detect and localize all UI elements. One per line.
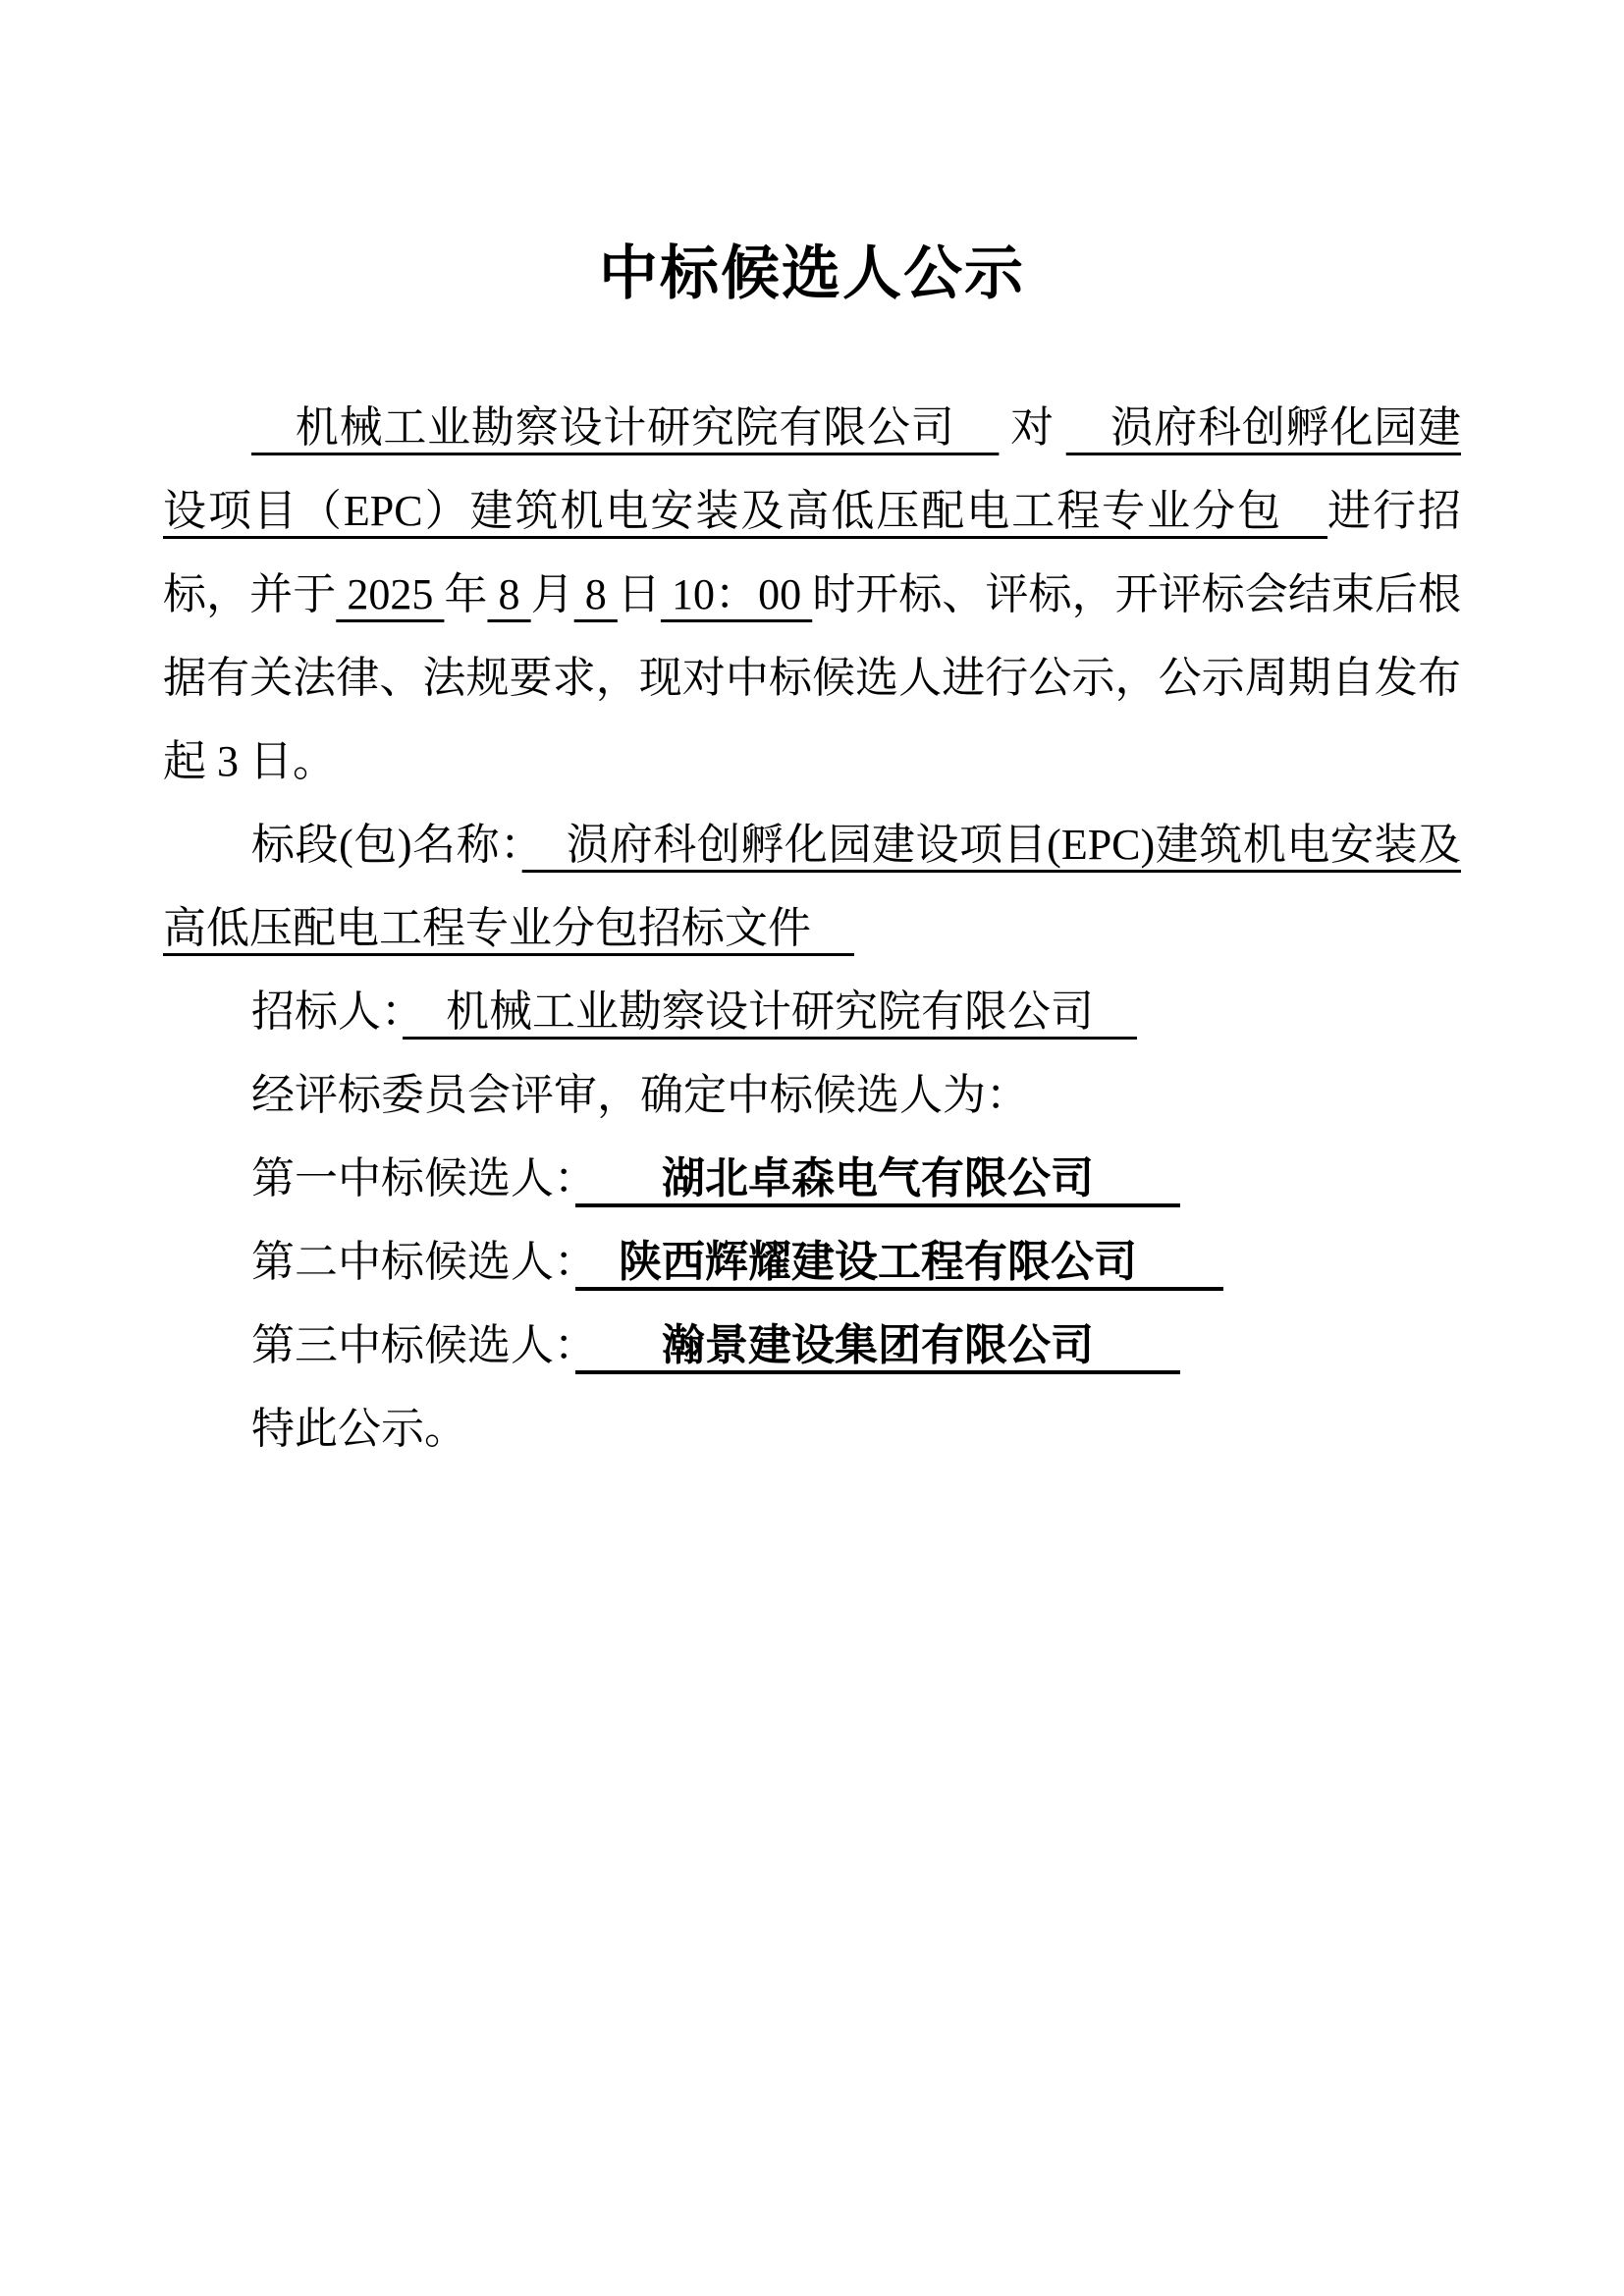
page-title: 中标候选人公示 [599,241,1025,306]
section-name-label: 标段(包)名称： [251,821,522,869]
candidate-1-label: 第一中标候选人： [251,1154,575,1202]
tenderer-value-underlined: 机械工业勘察设计研究院有限公司 [403,988,1137,1036]
bid-day-underlined: 8 [573,570,618,618]
closing-text: 特此公示。 [251,1405,467,1453]
tenderer-label: 招标人： [251,988,403,1036]
tenderer-paragraph [163,970,1461,1053]
project-name-underlined: 涢府科创孵化园建设项目（EPC）建筑机电安装及高低压配电工程专业分包 [163,403,1462,535]
bid-year-underlined: 2025 [336,570,445,618]
bid-month-underlined: 8 [487,570,531,618]
candidate-2-name-underlined: 陕西辉耀建设工程有限公司 [575,1238,1223,1286]
candidate-1-name-underlined: 湖北卓森电气有限公司 [575,1154,1180,1202]
closing-paragraph [163,1387,1461,1470]
section-name-paragraph [163,803,1461,970]
review-paragraph [163,1053,1461,1137]
intro-particle: 对 [999,403,1066,452]
candidate-row-3 [163,1304,1461,1387]
candidate-row-2 [163,1220,1461,1304]
candidate-3-label: 第三中标候选人： [251,1321,575,1369]
unit-month: 月 [530,570,574,618]
candidate-row-1 [163,1137,1461,1220]
candidate-2-label: 第二中标候选人： [251,1238,575,1286]
bid-time-underlined: 10：00 [660,570,813,618]
intro-text-rest: 时开标、评标，开评标会结束后根据有关法律、法规要求，现对中标候选人进行公示，公示周期自发布起 3 日。 [163,570,1462,785]
intro-paragraph [163,386,1461,803]
review-text: 经评标委员会评审，确定中标候选人为： [251,1071,1029,1119]
tenderer-name-underlined: 机械工业勘察设计研究院有限公司 [251,403,1000,452]
unit-year: 年 [444,570,488,618]
unit-day: 日 [617,570,661,618]
candidate-3-name-underlined: 瀚景建设集团有限公司 [575,1321,1180,1369]
section-name-underlined: 涢府科创孵化园建设项目(EPC)建筑机电安装及高低压配电工程专业分包招标文件 [163,821,1461,952]
intro-text-tender: 进行招标，并于 [163,487,1461,618]
